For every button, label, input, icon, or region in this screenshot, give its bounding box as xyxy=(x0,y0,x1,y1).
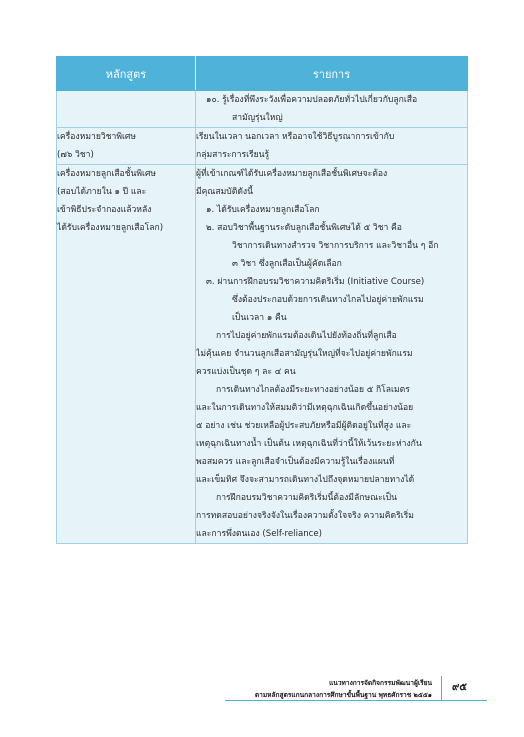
row2-text-line1: เรียนในเวลา นอกเวลา หรืออาจใช้วิธีบูรณาการเข้ากับ xyxy=(196,132,395,142)
qualification-2: ๒. สอบวิชาพื้นฐานระดับลูกเสือชั้นพิเศษได้ ๕ วิชา คือ xyxy=(206,223,402,233)
special-badge-count: (๗๖ วิชา) xyxy=(57,150,94,160)
row3-left-line1: เครื่องหมายลูกเสือชั้นพิเศษ xyxy=(57,169,157,179)
qualification-2-cont1: วิชาการเดินทางสำรวจ วิชาการบริการ และวิชาอื่น ๆ อีก xyxy=(232,241,439,251)
table-header-row xyxy=(57,57,468,91)
qualification-3-cont2: เป็นเวลา ๑ คืน xyxy=(232,313,287,323)
row3-right-cell xyxy=(196,165,468,544)
row2-right-cell xyxy=(196,128,468,165)
footer-book-subtitle: ตามหลักสูตรแกนกลางการศึกษาขั้นพื้นฐาน พุทธศักราช ๒๕๕๑ xyxy=(254,691,432,699)
header-curriculum: หลักสูตร xyxy=(57,57,196,91)
table-row xyxy=(57,91,468,128)
camp-paragraph-line1: การไปอยู่ค่ายพักแรมต้องเดินไปยังท้องถิ่นที่ลูกเสือ xyxy=(216,331,397,341)
footer-book-title: แนวทางการจัดกิจกรรมพัฒนาผู้เรียน xyxy=(329,679,432,687)
item-10: ๑๐. รู้เรื่องที่พึงระวังเพื่อความปลอดภัยทั่วไปเกี่ยวกับลูกเสือ xyxy=(206,95,418,105)
row3-left-cell xyxy=(57,165,196,544)
hike-paragraph-line2: และในการเดินทางให้สมมติว่ามีเหตุฉุกเฉินเกิดขึ้นอย่างน้อย xyxy=(196,403,414,413)
special-badge-label: เครื่องหมายวิชาพิเศษ xyxy=(57,132,137,142)
table-row xyxy=(57,128,468,165)
table-row xyxy=(57,165,468,544)
footer-divider-horizontal xyxy=(225,700,487,701)
hike-paragraph-line1: การเดินทางไกลต้องมีระยะทางอย่างน้อย ๕ กิโลเมตร xyxy=(216,385,410,395)
qualification-3: ๓. ผ่านการฝึกอบรมวิชาความคิดริเริ่ม (Initiative Course) xyxy=(206,277,425,287)
qualification-3-cont1: ซึ่งต้องประกอบด้วยการเดินทางไกลไปอยู่ค่ายพักแรม xyxy=(232,295,424,305)
initiative-paragraph-line3: และการพึ่งตนเอง (Self-reliance) xyxy=(196,529,323,539)
hike-paragraph-line4: เหตุฉุกเฉินทางน้ำ เป็นต้น เหตุฉุกเฉินที่ว่านี้ให้เว้นระยะห่างกัน xyxy=(196,439,422,449)
hike-paragraph-line5: พอสมควร และลูกเสือจำเป็นต้องมีความรู้ในเรื่องแผนที่ xyxy=(196,457,395,467)
initiative-paragraph-line2: การทดสอบอย่างจริงจังในเรื่องความตั้งใจจริง ความคิดริเริ่ม xyxy=(196,511,414,521)
hike-paragraph-line6: และเข็มทิศ จึงจะสามารถเดินทางไปถึงจุดหมายปลายทางได้ xyxy=(196,475,415,485)
intro-line1: ผู้ที่เข้าเกณฑ์ได้รับเครื่องหมายลูกเสือชั้นพิเศษจะต้อง xyxy=(196,169,388,179)
row1-left-cell xyxy=(57,91,196,128)
row3-left-line2: (สอบได้ภายใน ๑ ปี และ xyxy=(57,187,147,197)
hike-paragraph-line3: ๕ อย่าง เช่น ช่วยเหลือผู้ประสบภัยหรือมีผู้ติดอยู่ในที่สูง และ xyxy=(196,421,412,431)
curriculum-table xyxy=(56,56,468,544)
row3-left-line4: ได้รับเครื่องหมายลูกเสือโลก) xyxy=(57,223,164,233)
intro-line2: มีคุณสมบัติดังนี้ xyxy=(196,187,253,197)
camp-paragraph-line3: ควรแบ่งเป็นชุด ๆ ละ ๔ คน xyxy=(196,367,296,377)
footer-divider-vertical xyxy=(441,676,442,700)
camp-paragraph-line2: ไม่คุ้นเคย จำนวนลูกเสือสามัญรุ่นใหญ่ที่จะไปอยู่ค่ายพักแรม xyxy=(196,349,413,359)
row2-text-line2: กลุ่มสาระการเรียนรู้ xyxy=(196,150,270,160)
initiative-paragraph-line1: การฝึกอบรมวิชาความคิดริเริ่มนี้ต้องมีลักษณะเป็น xyxy=(216,493,397,503)
row2-left-cell xyxy=(57,128,196,165)
qualification-2-cont2: ๓ วิชา ซึ่งลูกเสือเป็นผู้คัดเลือก xyxy=(232,259,342,269)
header-items: รายการ xyxy=(196,57,468,91)
page-number: ๙๕ xyxy=(452,682,467,693)
item-10-cont: สามัญรุ่นใหญ่ xyxy=(232,113,283,123)
row3-left-line3: เข้าพิธีประจำกองแล้วหลัง xyxy=(57,205,152,215)
qualification-1: ๑. ได้รับเครื่องหมายลูกเสือโลก xyxy=(206,205,320,215)
row1-right-cell xyxy=(196,91,468,128)
